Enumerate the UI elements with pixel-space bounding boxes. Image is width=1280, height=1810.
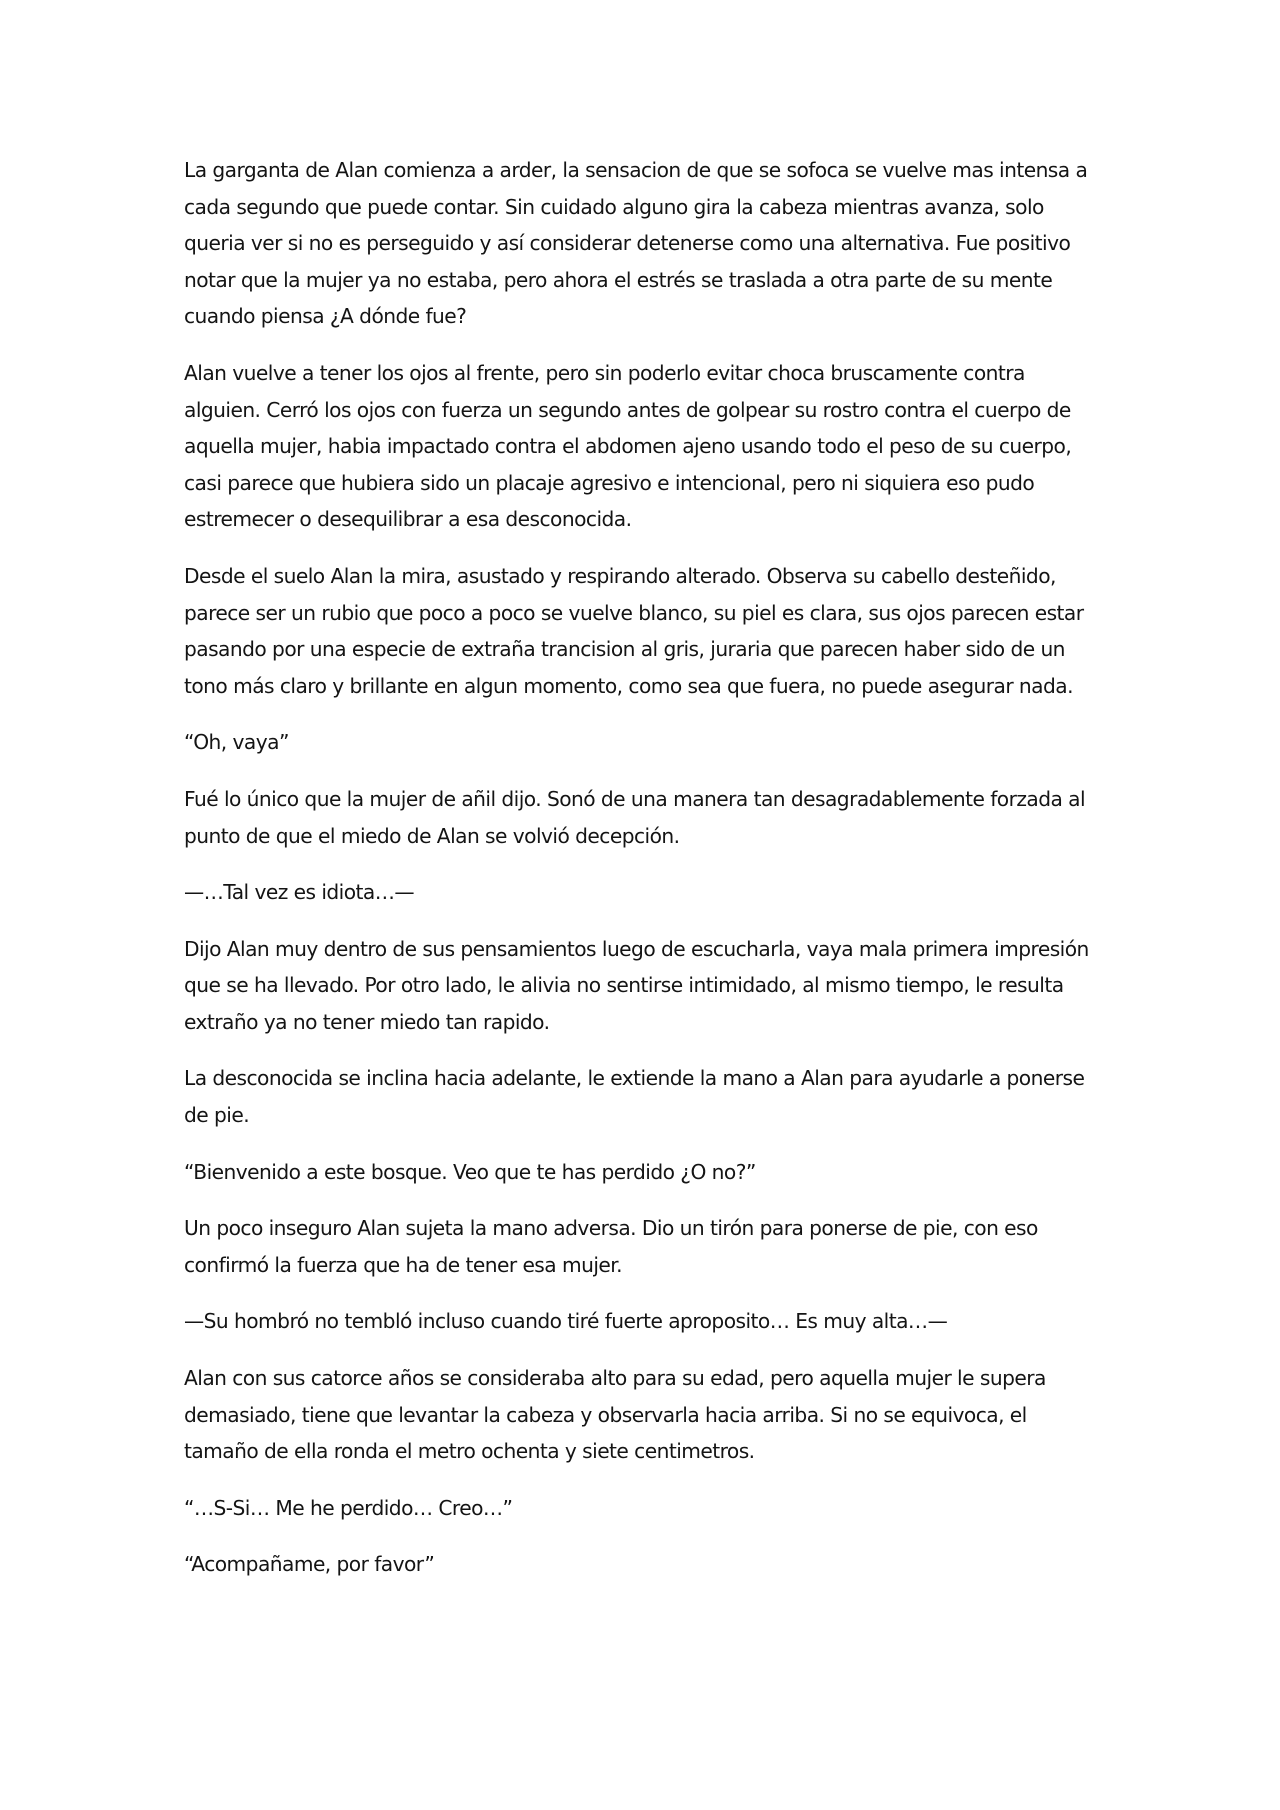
paragraph-8: La desconocida se inclina hacia adelante, le extiende la mano a Alan para ayudarle a ponerse de pie. xyxy=(184,1066,1085,1128)
document-body xyxy=(184,152,1104,1603)
dialogue-line: “…S-Si… Me he perdido… Creo…” xyxy=(184,1495,513,1520)
paragraph-1: La garganta de Alan comienza a arder, la sensacion de que se sofoca se vuelve mas intensa a cada segundo que puede contar. Sin cuidado alguno gira la cabeza mientras avanza, solo queria ver si no es perseguido y así considerar detenerse como una alternativa. Fue positivo notar que la mujer ya no estaba, pero ahora el estrés se traslada a otra parte de su mente cuando piensa ¿A dónde fue? xyxy=(184,158,1088,329)
thought-line: —…Tal vez es idiota…— xyxy=(184,880,414,905)
dialogue-line: “Oh, vaya” xyxy=(184,730,289,755)
paragraph-3: Desde el suelo Alan la mira, asustado y respirando alterado. Observa su cabello desteñido, parece ser un rubio que poco a poco se vuelve blanco, su piel es clara, sus ojos parecen estar pasando por una especie de extraña trancision al gris, juraria que parecen haber sido de un tono más claro y brillante en algun momento, como sea que fuera, no puede asegurar nada. xyxy=(184,563,1084,698)
paragraph-2: Alan vuelve a tener los ojos al frente, pero sin poderlo evitar choca bruscamente contra alguien. Cerró los ojos con fuerza un segundo antes de golpear su rostro contra el cuerpo de aquella mujer, habia impactado contra el abdomen ajeno usando todo el peso de su cuerpo, casi parece que hubiera sido un placaje agresivo e intencional, pero ni siquiera eso pudo estremecer o desequilibrar a esa desconocida. xyxy=(184,360,1072,532)
dialogue-line: “Acompañame, por favor” xyxy=(184,1552,435,1577)
paragraph-12: Alan con sus catorce años se consideraba alto para su edad, pero aquella mujer le supera demasiado, tiene que levantar la cabeza y observarla hacia arriba. Si no se equivoca, el tamaño de ella ronda el metro ochenta y siete centimetros. xyxy=(184,1366,1046,1464)
paragraph-5: Fué lo único que la mujer de añil dijo. Sonó de una manera tan desagradablemente forzada al punto de que el miedo de Alan se volvió decepción. xyxy=(184,786,1086,848)
dialogue-line: “Bienvenido a este bosque. Veo que te has perdido ¿O no?” xyxy=(184,1159,756,1184)
paragraph-7: Dijo Alan muy dentro de sus pensamientos luego de escucharla, vaya mala primera impresión que se ha llevado. Por otro lado, le alivia no sentirse intimidado, al mismo tiempo, le resulta extraño ya no tener miedo tan rapido. xyxy=(184,936,1089,1034)
thought-line: —Su hombró no tembló incluso cuando tiré fuerte aproposito… Es muy alta…— xyxy=(184,1309,948,1334)
paragraph-10: Un poco inseguro Alan sujeta la mano adversa. Dio un tirón para ponerse de pie, con eso confirmó la fuerza que ha de tener esa mujer. xyxy=(184,1216,1038,1277)
